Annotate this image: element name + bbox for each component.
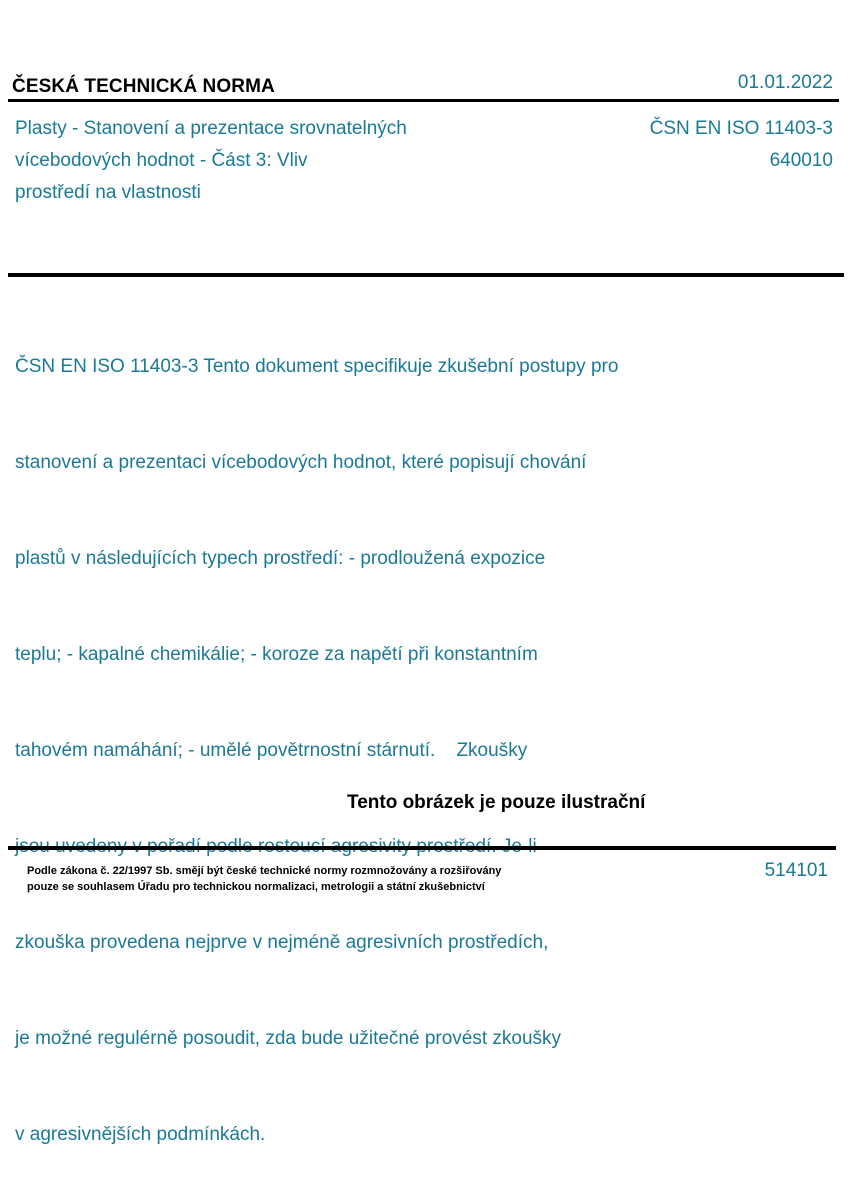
section-divider: [8, 273, 844, 277]
standard-number: ČSN EN ISO 11403-3: [649, 118, 833, 139]
document-title-line: vícebodových hodnot - Část 3: Vliv: [15, 150, 308, 171]
abstract-line: teplu; - kapalné chemikálie; - koroze za napětí při konstantním: [15, 644, 538, 665]
footer-code: 514101: [764, 860, 828, 881]
legal-notice-line: Podle zákona č. 22/1997 Sb. smějí být české technické normy rozmnožovány a rozšiřovány: [27, 865, 502, 877]
header-divider: [8, 99, 839, 102]
abstract-line: plastů v následujících typech prostředí: - prodloužená expozice: [15, 548, 546, 569]
abstract-line: zkouška provedena nejprve v nejméně agresivních prostředích,: [15, 932, 549, 953]
abstract-line: stanovení a prezentaci vícebodových hodnot, které popisují chování: [15, 452, 587, 473]
abstract: [15, 287, 715, 1183]
effective-date: 01.01.2022: [737, 72, 833, 93]
abstract-line: ČSN EN ISO 11403-3 Tento dokument specifikuje zkušební postupy pro: [15, 356, 619, 377]
legal-notice-line: pouze se souhlasem Úřadu pro technickou normalizaci, metrologii a státní zkušebnictví: [27, 881, 485, 893]
abstract-line: tahovém namáhání; - umělé povětrnostní stárnutí. Zkoušky: [15, 740, 528, 761]
standard-type-title: ČESKÁ TECHNICKÁ NORMA: [12, 76, 275, 97]
abstract-line: v agresivnějších podmínkách.: [15, 1124, 266, 1145]
abstract-line: je možné regulérně posoudit, zda bude užitečné provést zkoušky: [15, 1028, 562, 1049]
document-title-line: prostředí na vlastnosti: [15, 182, 201, 203]
legal-notice: [27, 863, 627, 895]
illustrative-note: Tento obrázek je pouze ilustrační: [347, 792, 646, 813]
document-title-line: Plasty - Stanovení a prezentace srovnatelných: [15, 118, 407, 139]
footer-divider: [8, 846, 836, 850]
class-code: 640010: [769, 150, 833, 171]
document-codes: [650, 113, 833, 177]
document-title: [15, 113, 495, 209]
